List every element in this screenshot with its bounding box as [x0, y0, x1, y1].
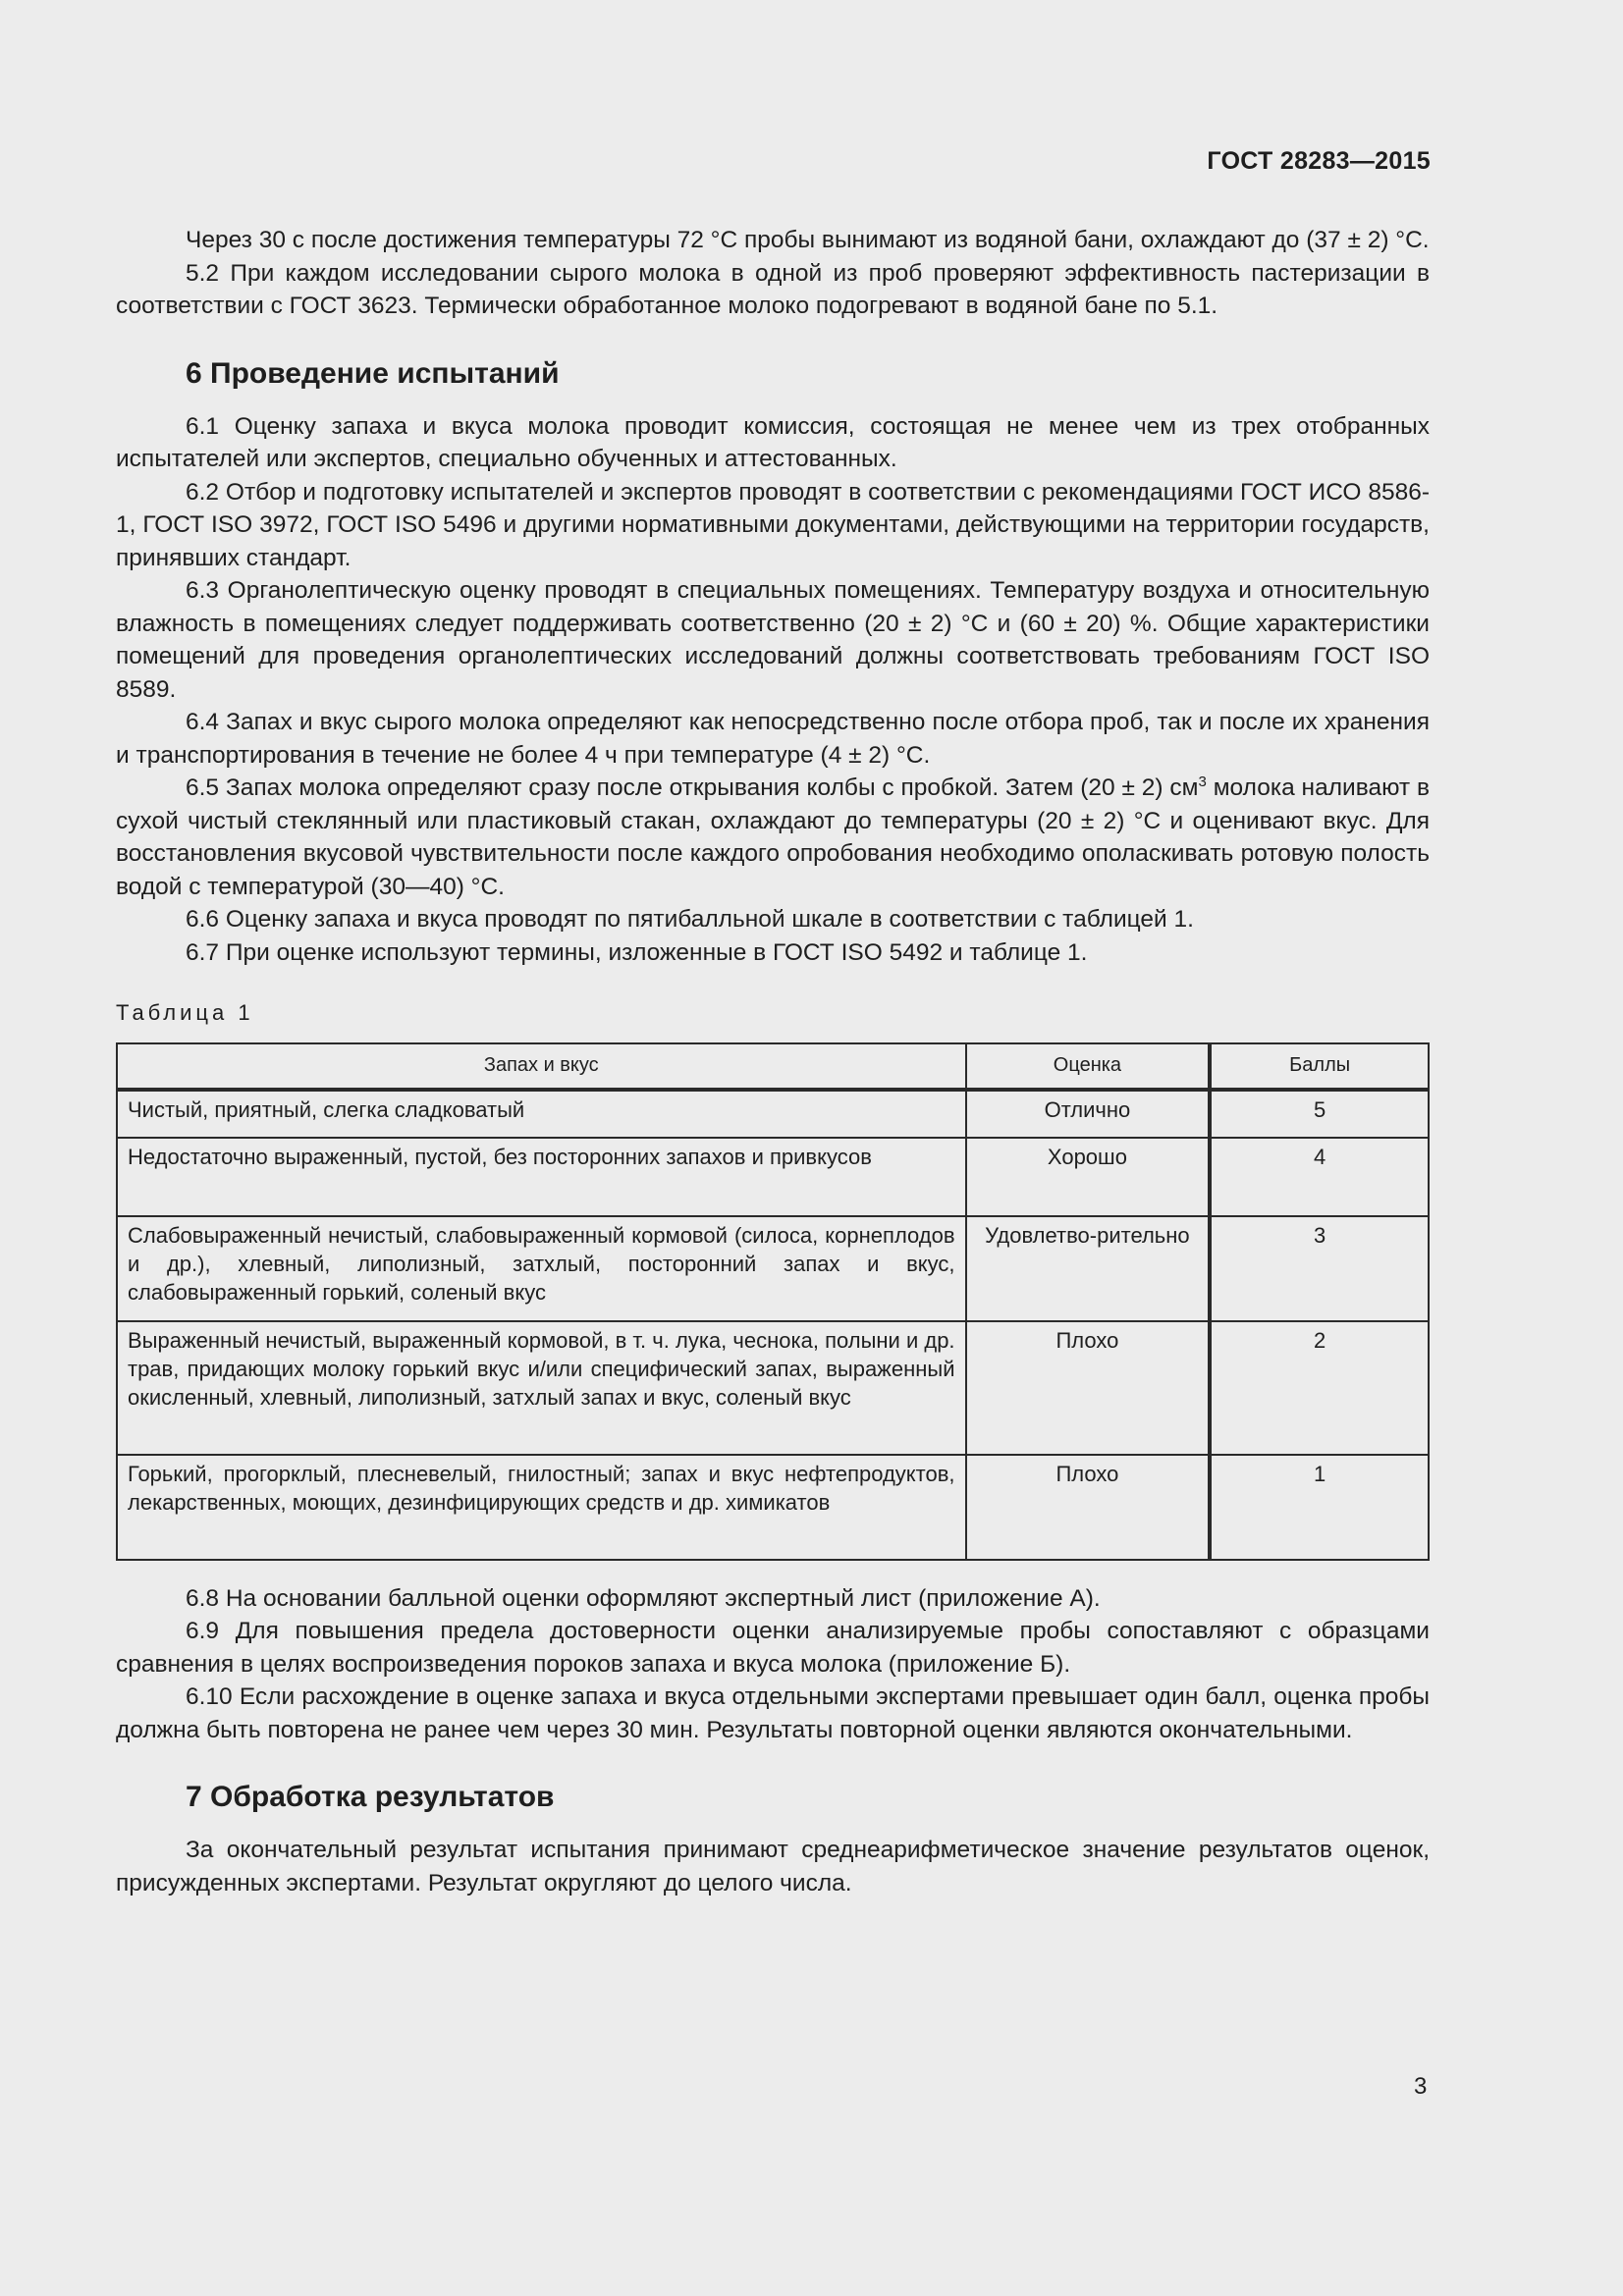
paragraph-5-2: 5.2 При каждом исследовании сырого молока в одной из проб проверяют эффективность пастеризации в соответствии с ГОСТ 3623. Термически обработанное молоко подогревают в водяной бане по 5.1. — [116, 259, 1430, 319]
table-cell-score: 2 — [1210, 1321, 1429, 1455]
section-6-title: 6 Проведение испытаний — [186, 356, 560, 390]
paragraph-6-9: 6.9 Для повышения предела достоверности оценки анализируемые пробы сопоставляют с образцами сравнения в целях воспроизведения пороков запаха и вкуса молока (приложение Б). — [116, 1618, 1430, 1678]
paragraph-6-5-part-a: 6.5 Запах молока определяют сразу после открывания колбы с пробкой. Затем (20 ± 2) см — [186, 774, 1199, 801]
page-number: 3 — [1414, 2073, 1428, 2100]
table-caption: Таблица 1 — [116, 1000, 254, 1025]
paragraph-5-1-continued: Через 30 с после достижения температуры 72 °С пробы вынимают из водяной бани, охлаждают до (37 ± 2) °С. — [186, 227, 1430, 253]
paragraph-6-5-part-b: молока наливают в сухой чистый стеклянный или пластиковый стакан, охлаждают до температуры (20 ± 2) °С и оценивают вкус. Для восстановления вкусовой чувствительности после каждого опробования необходимо ополаскивать ротовую полость водой с температурой (30—40) °С. — [116, 774, 1430, 900]
table-cell-grade: Хорошо — [966, 1138, 1211, 1216]
table-cell-grade: Плохо — [966, 1455, 1211, 1560]
paragraph-6-10: 6.10 Если расхождение в оценке запаха и вкуса отдельными экспертами превышает один балл, оценка пробы должна быть повторена не ранее чем через 30 мин. Результаты повторной оценки являются окончательными. — [116, 1683, 1430, 1743]
paragraph-6-8: 6.8 На основании балльной оценки оформляют экспертный лист (приложение А). — [186, 1584, 1101, 1612]
paragraph-6-4: 6.4 Запах и вкус сырого молока определяют как непосредственно после отбора проб, так и после их хранения и транспортирования в течение не более 4 ч при температуре (4 ± 2) °С. — [116, 709, 1430, 769]
document-number: ГОСТ 28283—2015 — [1207, 147, 1431, 175]
table-header-row — [117, 1043, 1429, 1090]
table-1 — [116, 1042, 1430, 1561]
table-cell-score: 4 — [1210, 1138, 1429, 1216]
table-row — [117, 1216, 1429, 1321]
section-7-title: 7 Обработка результатов — [186, 1781, 555, 1813]
table-cell-grade: Плохо — [966, 1321, 1211, 1455]
paragraph-6-1: 6.1 Оценку запаха и вкуса молока проводит комиссия, состоящая не менее чем из трех отобранных испытателей или экспертов, специально обученных и аттестованных. — [116, 412, 1430, 472]
paragraph-6-5 — [116, 772, 1430, 903]
table-cell-grade: Отлично — [966, 1090, 1211, 1138]
table-row — [117, 1090, 1429, 1138]
table-cell-grade: Удовлетво-рительно — [966, 1216, 1211, 1321]
table-cell-score: 3 — [1210, 1216, 1429, 1321]
table-header-cell: Баллы — [1210, 1043, 1429, 1090]
table-header-cell: Оценка — [966, 1043, 1211, 1090]
table-row — [117, 1321, 1429, 1455]
paragraph-6-3: 6.3 Органолептическую оценку проводят в специальных помещениях. Температуру воздуха и относительную влажность в помещениях следует поддерживать соответственно (20 ± 2) °С и (60 ± 20) %. Общие характеристики помещений для проведения органолептических исследований должны соответствовать требованиям ГОСТ ISO 8589. — [116, 577, 1430, 703]
paragraph-7-1: За окончательный результат испытания принимают среднеарифметическое значение результатов оценок, присужденных экспертами. Результат округляют до целого числа. — [116, 1837, 1430, 1896]
superscript-3: 3 — [1198, 774, 1207, 790]
page-content — [116, 224, 1430, 1899]
paragraph-6-6: 6.6 Оценку запаха и вкуса проводят по пятибалльной шкале в соответствии с таблицей 1. — [186, 906, 1194, 933]
table-row — [117, 1455, 1429, 1560]
table-cell-description: Чистый, приятный, слегка сладковатый — [117, 1090, 966, 1138]
table-cell-score: 5 — [1210, 1090, 1429, 1138]
table-cell-description: Слабовыраженный нечистый, слабовыраженный кормовой (силоса, корнеплодов и др.), хлевный, липолизный, затхлый, посторонний запах и вкус, слабовыраженный горький, соленый вкус — [117, 1216, 966, 1321]
table-cell-description: Недостаточно выраженный, пустой, без посторонних запахов и привкусов — [117, 1138, 966, 1216]
table-header-cell: Запах и вкус — [117, 1043, 966, 1090]
table-cell-score: 1 — [1210, 1455, 1429, 1560]
paragraph-6-7: 6.7 При оценке используют термины, изложенные в ГОСТ ISO 5492 и таблице 1. — [186, 938, 1088, 966]
table-cell-description: Горький, прогорклый, плесневелый, гнилостный; запах и вкус нефтепродуктов, лекарственных, моющих, дезинфицирующих средств и др. химикатов — [117, 1455, 966, 1560]
table-row — [117, 1138, 1429, 1216]
paragraph-6-2: 6.2 Отбор и подготовку испытателей и экспертов проводят в соответствии с рекомендациями ГОСТ ИСО 8586-1, ГОСТ ISO 3972, ГОСТ ISO 5496 и другими нормативными документами, действующими на территории государств, принявших стандарт. — [116, 478, 1430, 571]
table-cell-description: Выраженный нечистый, выраженный кормовой, в т. ч. лука, чеснока, полыни и др. трав, придающих молоку горький вкус и/или специфический запах, выраженный окисленный, хлевный, липолизный, затхлый запах и вкус, соленый вкус — [117, 1321, 966, 1455]
